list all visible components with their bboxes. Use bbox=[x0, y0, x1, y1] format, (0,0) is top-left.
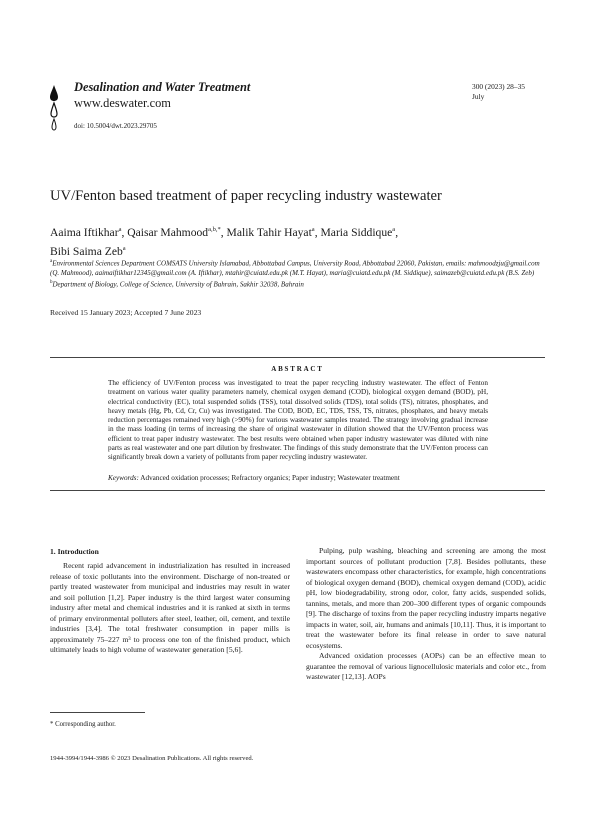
corresponding-author-footnote: * Corresponding author. bbox=[50, 721, 116, 728]
author: Qaisar Mahmood$^{a,b,*}$, bbox=[127, 225, 227, 239]
paragraph: Pulping, pulp washing, bleaching and screening are among the most important sources of pollutant production [7,8]. Besides pollutants, these wastewaters encompass other characteristics, for example, high concentrations of biological oxygen demand (BOD), chemical oxygen demand (COD), acidic pH, low biodegradability, strong odor, color, fatty acids, suspended solids, tannins, metals, and more than 200–300 different types of organic compounds [9]. The discharge of toxins from the paper recycling industry imparts negative impacts in water, soil, air, humans and animals [10,11]. Thus, it is important to treat the wastewater before its final release in order to save natural ecosystems. bbox=[306, 546, 546, 650]
abstract-heading: ABSTRACT bbox=[271, 365, 324, 373]
keywords-text: Advanced oxidation processes; Refractory organics; Paper industry; Wastewater treatment bbox=[140, 474, 400, 482]
author: Malik Tahir Hayat$^a$, bbox=[226, 225, 321, 239]
abstract-top-rule bbox=[50, 357, 545, 358]
affiliation: $^a$Environmental Sciences Department COMSATS University Islamabad, Abbottabad Campus, University Road, Abbottabad 22060, Pakistan, emails: mahmoodzju@gmail.com (Q. Mahmood), aaimaiftikhar12345@gmail.com (A. Iftikhar), mtahir@cuiatd.edu.pk (M.T. Hayat), maria@cuiatd.edu.pk (M. Siddique), saimazeb@cuiatd.edu.pk (B.S. Zeb) bbox=[50, 259, 540, 278]
keywords bbox=[108, 474, 498, 482]
article-title: UV/Fenton based treatment of paper recycling industry wastewater bbox=[50, 188, 442, 204]
journal-website: www.deswater.com bbox=[74, 96, 171, 110]
author: Bibi Saima Zeb$^a$ bbox=[50, 244, 126, 258]
issue-month: July bbox=[472, 92, 485, 101]
received-dates: Received 15 January 2023; Accepted 7 June 2023 bbox=[50, 308, 202, 317]
abstract-text: The efficiency of UV/Fenton process was investigated to treat the paper recycling industry wastewater. The effect of Fenton treatment on various water quality parameters namely, chemical oxygen demand (COD), biological oxygen demand (BOD), pH, electrical conductivity (EC), total suspended solids (TSS), total dissolved solids (TDS), total solids (TS), nitrates, phosphates, and heavy metals (Hg, Pb, Cd, Cr, Cu) was investigated. The COD, BOD, EC, TDS, TSS, TS, nitrates, phosphates, and heavy metals reduction percentages remained very high (>90%) for various wastewater samples treated. The strategy involving gradual increase in the mass loading (in terms of increasing the share of original wastewater in dilution showed that the UV/Fenton process was efficient to treat paper industry wastewater. The best results were obtained when paper industry wastewater was diluted with nine parts as real wastewater and one part dilution by freshwater. The findings of this study demonstrate that the UV/Fenton process can significantly break down a variety of pollutants from paper recycling industry wastewater. bbox=[108, 379, 488, 462]
affiliations bbox=[50, 257, 550, 290]
volume-pages: 300 (2023) 28–35 bbox=[472, 82, 525, 91]
affiliation: $^b$Department of Biology, College of Science, University of Bahrain, Sakhir 32038, Bahrain bbox=[50, 280, 304, 289]
keywords-label: Keywords: bbox=[108, 474, 139, 482]
paragraph: Recent rapid advancement in industrialization has resulted in increased release of toxic pollutants into the environment. Discharge of non-treated or partly treated wastewater from municipal and industries may result in water and soil pollution [1,2]. Paper industry is the third largest water consuming industry after metal and chemical industries and it is ranked at sixth in terms of primary environmental polluters after steel, leather, oil, cement, and textile industries [3,4]. The total freshwater consumption in paper mills is approximately 75–227 m³ to process one ton of the finished product, which ultimately leads to high volume of wastewater generation [5,6]. bbox=[50, 561, 290, 654]
doi: doi: 10.5004/dwt.2023.29705 bbox=[74, 122, 157, 130]
body-column-left bbox=[50, 561, 290, 656]
journal-name: Desalination and Water Treatment bbox=[74, 80, 251, 94]
volume-info bbox=[472, 82, 525, 102]
author: Maria Siddique$^a$, bbox=[320, 225, 399, 239]
footnote-rule bbox=[50, 712, 145, 713]
abstract-bottom-rule bbox=[50, 490, 545, 491]
paragraph: Advanced oxidation processes (AOPs) can be an effective mean to guarantee the removal of various lignocellulosic materials and color etc., from wastewater [12,13]. AOPs bbox=[306, 651, 546, 681]
body-column-right bbox=[306, 546, 546, 683]
section-heading-introduction: 1. Introduction bbox=[50, 547, 99, 556]
author: Aaima Iftikhar$^a$, bbox=[50, 225, 128, 239]
journal-droplet-logo-icon bbox=[47, 83, 67, 133]
author-list bbox=[50, 222, 550, 260]
copyright-footer: 1944-3994/1944-3986 © 2023 Desalination Publications. All rights reserved. bbox=[50, 755, 254, 762]
